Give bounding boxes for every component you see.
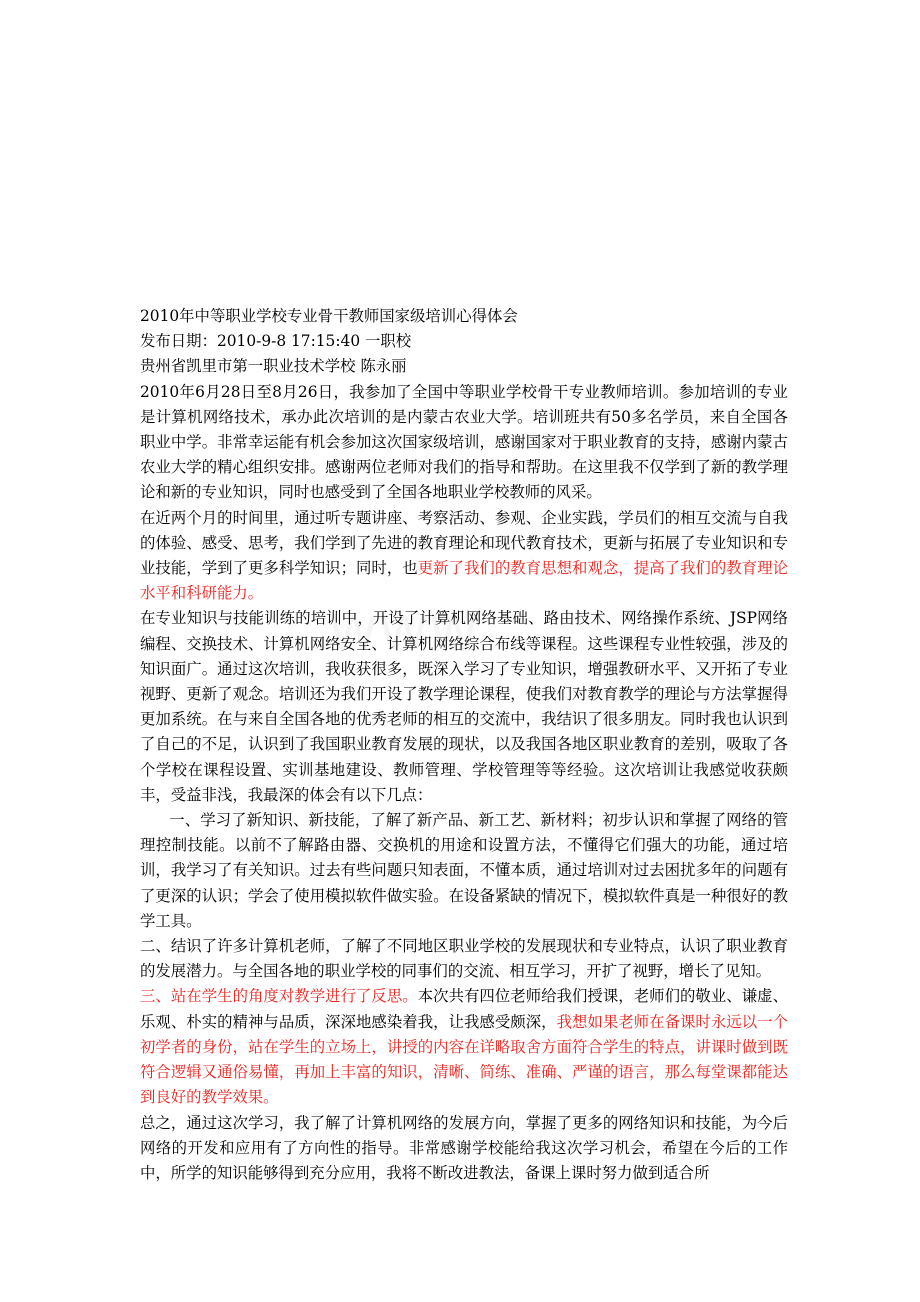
paragraph-two <box>140 506 788 607</box>
paragraph-courses: 在专业知识与技能训练的培训中，开设了计算机网络基础、路由技术、网络操作系统、JSP网络编程、交换技术、计算机网络安全、计算机网络综合布线等课程。这些课程专业性较强，涉及的知识面广。通过这次培训，我收获很多，既深入学习了专业知识，增强教研水平、又开拓了专业视野、更新了观念。培训还为我们开设了教学理论课程，使我们对教育教学的理论与方法掌握得更加系统。在与来自全国各地的优秀老师的相互的交流中，我结识了很多朋友。同时我也认识到了自己的不足，认识到了我国职业教育发展的现状，以及我国各地区职业教育的差别，吸取了各个学校在课程设置、实训基地建设、教师管理、学校管理等等经验。这次培训让我感觉收获颇丰，受益非浅，我最深的体会有以下几点： <box>140 609 788 804</box>
point-three-heading: 三、站在学生的角度对教学进行了反思。 <box>140 987 418 1006</box>
author-line: 贵州省凯里市第一职业技术学校 陈永丽 <box>140 357 407 376</box>
article-title: 2010年中等职业学校专业骨干教师国家级培训心得体会 <box>140 307 518 325</box>
point-one: 一、学习了新知识、新技能，了解了新产品、新工艺、新材料；初步认识和掌握了网络的管理控制技能。以前不了解路由器、交换机的用途和设置方法，不懂得它们强大的功能，通过培训，我学习了有关知识。过去有些问题只知表面，不懂本质，通过培训对过去困扰多年的问题有了更深的认识；学会了使用模拟软件做实验。在设备紧缺的情况下，模拟软件真是一种很好的教学工具。 <box>140 811 788 930</box>
point-three-text: 本次共有四位老师给我们授课，老师们的敬业、谦虚、乐观、朴实的精神与品质，深深地感染着我，让我感受颇深， <box>140 987 788 1031</box>
paragraph-intro: 2010年6月28日至8月26日，我参加了全国中等职业学校骨干专业教师培训。参加培训的专业是计算机网络技术，承办此次培训的是内蒙古农业大学。培训班共有50多名学员，来自全国各职业中学。非常幸运能有机会参加这次国家级培训，感谢国家对于职业教育的支持，感谢内蒙古农业大学的精心组织安排。感谢两位老师对我们的指导和帮助。在这里我不仅学到了新的教学理论和新的专业知识，同时也感受到了全国各地职业学校教师的风采。 <box>140 382 788 502</box>
point-three-highlight: 我想如果老师在备课时永远以一个初学者的身份，站在学生的立场上，讲授的内容在详略取舍方面符合学生的特点，讲课时做到既符合逻辑又通俗易懂，再加上丰富的知识，清晰、简练、准确、严谨的语言，那么每堂课都能达到良好的教学效果。 <box>140 1012 788 1107</box>
paragraph-conclusion: 总之，通过这次学习，我了解了计算机网络的发展方向，掌握了更多的网络知识和技能，为今后网络的开发和应用有了方向性的指导。非常感谢学校能给我这次学习机会，希望在今后的工作中，所学的知识能够得到充分应用，我将不断改进教法，备课上课时努力做到适合所 <box>140 1113 788 1182</box>
paragraph-two-text: 在近两个月的时间里，通过听专题讲座、考察活动、参观、企业实践，学员们的相互交流与自我的体验、感受、思考，我们学到了先进的教育理论和现代教育技术，更新与拓展了专业知识和专业技能，学到了更多科学知识；同时，也 <box>140 508 788 578</box>
point-three <box>140 984 788 1110</box>
point-two: 二、结识了许多计算机老师，了解了不同地区职业学校的发展现状和专业特点，认识了职业教育的发展潜力。与全国各地的职业学校的同事们的交流、相互学习，开扩了视野，增长了见知。 <box>140 937 788 981</box>
paragraph-two-highlight: 更新了我们的教育思想和观念，提高了我们的教育理论水平和科研能力。 <box>140 559 788 603</box>
article-body <box>140 304 788 1186</box>
publish-date-line: 发布日期：2010-9-8 17:15:40 一职校 <box>140 332 412 351</box>
